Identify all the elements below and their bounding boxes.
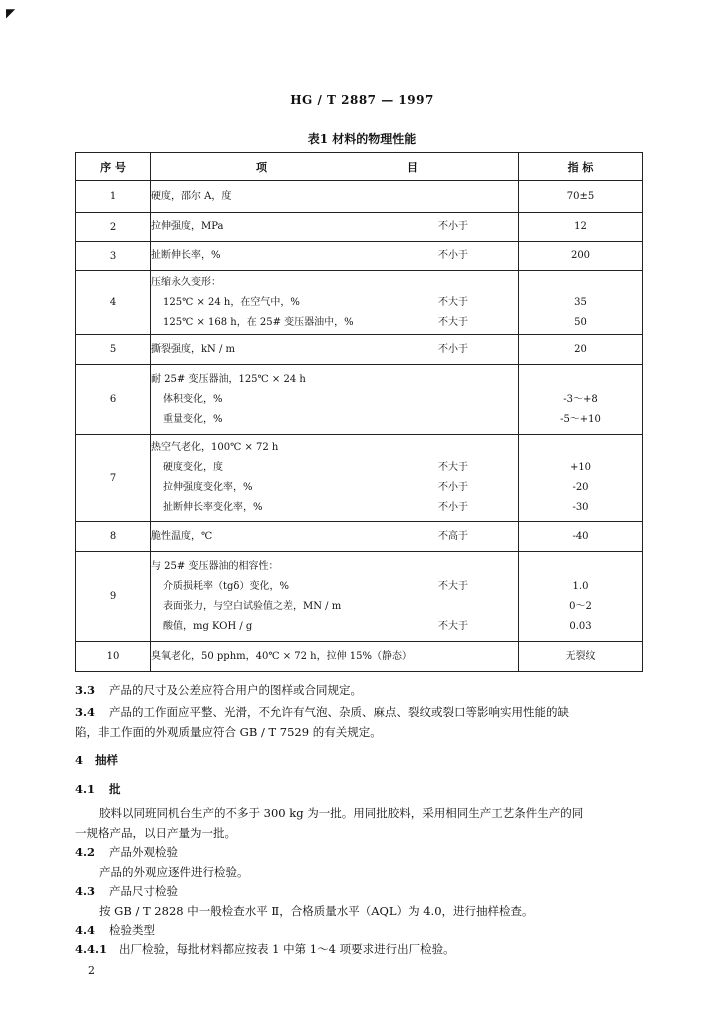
- row-value: [519, 242, 643, 271]
- paragraph-4-2: [75, 862, 667, 882]
- section-4-2-heading: [75, 842, 643, 862]
- item-value: 20: [574, 343, 587, 355]
- table-row: [76, 242, 643, 271]
- paragraph-3-3: [75, 680, 643, 700]
- row-item: [151, 335, 519, 365]
- section-4-3-heading: [75, 881, 643, 901]
- row-no: 10: [76, 642, 151, 672]
- row-no: 7: [76, 435, 151, 522]
- item-text: 酸值，mg KOH / g: [163, 620, 253, 632]
- table-row: [76, 213, 643, 242]
- paragraph-text: 陷，非工作面的外观质量应符合 GB / T 7529 的有关规定。: [75, 725, 382, 739]
- table-row: [76, 335, 643, 365]
- item-qualifier: 不大于: [438, 316, 468, 328]
- item-text: 脆性温度，℃: [151, 530, 213, 542]
- table-row: [76, 552, 643, 642]
- header-item-left: 项: [256, 160, 267, 174]
- row-no: 4: [76, 271, 151, 335]
- item-value: [519, 370, 642, 390]
- item-qualifier: 不小于: [438, 250, 468, 261]
- page-number: 2: [88, 964, 95, 977]
- paragraph-text: 按 GB / T 2828 中一般检查水平 Ⅱ，合格质量水平（AQL）为 4.0，进行抽样检查。: [99, 904, 534, 918]
- row-value: [519, 435, 643, 522]
- paragraph-4-4-1: [75, 939, 643, 959]
- row-item: [151, 552, 519, 642]
- section-number: 4.1: [75, 782, 96, 796]
- table-row: [76, 181, 643, 213]
- row-no: 9: [76, 552, 151, 642]
- table-header-row: [76, 153, 643, 181]
- properties-table: [75, 152, 643, 672]
- item-value: 0～2: [569, 600, 592, 612]
- paragraph-4-1-cont: [75, 823, 643, 843]
- section-number: 3.3: [75, 683, 96, 697]
- row-no: 2: [76, 213, 151, 242]
- paragraph-text: 胶料以同班同机台生产的不多于 300 kg 为一批。用同批胶料，采用相同生产工艺条件生产的同: [99, 806, 584, 820]
- header-no: 序 号: [76, 153, 151, 181]
- header-item-right: 目: [407, 160, 418, 174]
- item-value: -40: [572, 530, 589, 542]
- row-item: [151, 242, 519, 271]
- paragraph-text: 产品的尺寸及公差应符合用户的图样或合同规定。: [109, 683, 362, 697]
- section-4-heading: [75, 750, 643, 770]
- row-value: [519, 335, 643, 365]
- row-value: [519, 365, 643, 435]
- table-row: [76, 642, 643, 672]
- item-qualifier: 不大于: [438, 620, 468, 632]
- item-text: 重量变化，%: [163, 413, 223, 425]
- item-text: 拉伸强度，MPa: [151, 221, 224, 232]
- item-qualifier: 不小于: [438, 343, 468, 355]
- table-row: [76, 271, 643, 335]
- item-value: 50: [574, 316, 587, 328]
- item-qualifier: 不小于: [438, 482, 468, 493]
- item-value: [519, 273, 642, 293]
- standard-code: HG / T 2887 — 1997: [290, 93, 434, 107]
- table-body: [76, 181, 643, 672]
- item-text: 表面张力，与空白试验值之差，MN / m: [163, 600, 342, 612]
- table-caption: 表1 材料的物理性能: [307, 132, 417, 146]
- header-item: [151, 153, 519, 181]
- row-item: [151, 522, 519, 552]
- item-value: 35: [574, 296, 587, 308]
- row-item: [151, 213, 519, 242]
- paragraph-text: 产品的外观应逐件进行检验。: [99, 865, 249, 879]
- row-no: 8: [76, 522, 151, 552]
- row-item: [151, 365, 519, 435]
- item-value: 70±5: [566, 190, 595, 202]
- item-text: 扯断伸长率，%: [151, 250, 221, 261]
- paragraph-3-4: [75, 702, 643, 722]
- section-title: 检验类型: [109, 923, 155, 937]
- item-text: 臭氧老化，50 pphm，40℃ × 72 h，拉伸 15%（静态）: [151, 650, 413, 662]
- item-value: -30: [572, 502, 589, 513]
- row-item: [151, 181, 519, 213]
- row-no: 6: [76, 365, 151, 435]
- item-value: 无裂纹: [565, 650, 596, 662]
- row-value: [519, 522, 643, 552]
- paragraph-3-4-cont: [75, 722, 643, 742]
- item-qualifier: 不大于: [438, 580, 468, 592]
- item-value: -3～+8: [563, 393, 598, 405]
- table-row: [76, 522, 643, 552]
- item-value: 1.0: [572, 580, 589, 592]
- item-text: 扯断伸长率变化率，%: [163, 502, 263, 513]
- item-text: 拉伸强度变化率，%: [163, 482, 253, 493]
- paragraph-4-3: [75, 901, 667, 921]
- row-item: [151, 271, 519, 335]
- section-number: 4.3: [75, 884, 96, 898]
- row-no: 3: [76, 242, 151, 271]
- item-text: 撕裂强度，kN / m: [151, 343, 236, 355]
- item-text: 体积变化，%: [163, 393, 223, 405]
- header-spec: 指 标: [519, 153, 643, 181]
- section-title: 产品尺寸检验: [109, 884, 178, 898]
- paragraph-4-1: [75, 803, 667, 823]
- item-qualifier: 不小于: [438, 221, 468, 232]
- row-value: [519, 181, 643, 213]
- table-row: [76, 365, 643, 435]
- row-item: [151, 642, 519, 672]
- item-text: 压缩永久变形：: [151, 276, 221, 288]
- row-value: [519, 213, 643, 242]
- table-row: [76, 435, 643, 522]
- section-number: 4.4: [75, 923, 96, 937]
- paragraph-text: 产品的工作面应平整、光滑，不允许有气泡、杂质、麻点、裂纹或裂口等影响实用性能的缺: [109, 705, 569, 719]
- section-number: 4.4.1: [75, 942, 108, 956]
- item-text: 介质损耗率（tgδ）变化，%: [163, 580, 289, 592]
- item-value: -20: [572, 482, 589, 493]
- section-title: 产品外观检验: [109, 845, 178, 859]
- item-text: 125℃ × 168 h，在 25# 变压器油中，%: [163, 316, 354, 328]
- item-text: 耐 25# 变压器油，125℃ × 24 h: [151, 373, 306, 385]
- paragraph-text: 出厂检验，每批材料都应按表 1 中第 1～4 项要求进行出厂检验。: [119, 942, 455, 956]
- row-value: [519, 552, 643, 642]
- item-text: 与 25# 变压器油的相容性：: [151, 560, 279, 572]
- item-text: 热空气老化，100℃ × 72 h: [151, 442, 279, 453]
- item-value: 12: [574, 221, 587, 232]
- row-item: [151, 435, 519, 522]
- row-value: [519, 642, 643, 672]
- item-qualifier: 不小于: [438, 502, 468, 513]
- item-value: 0.03: [569, 620, 592, 632]
- paragraph-text: 一规格产品，以日产量为一批。: [75, 826, 236, 840]
- row-value: [519, 271, 643, 335]
- corner-mark: ◤: [6, 6, 16, 20]
- item-qualifier: 不大于: [438, 462, 468, 473]
- section-number: 3.4: [75, 705, 96, 719]
- item-text: 硬度，邵尔 A，度: [151, 190, 232, 202]
- section-4-4-heading: [75, 920, 643, 940]
- section-title: 批: [109, 782, 121, 796]
- item-value: -5～+10: [560, 413, 601, 425]
- item-qualifier: 不大于: [438, 296, 468, 308]
- item-qualifier: 不高于: [438, 530, 468, 542]
- item-text: 125℃ × 24 h，在空气中，%: [163, 296, 300, 308]
- item-value: [519, 438, 642, 458]
- section-4-1-heading: [75, 779, 643, 799]
- section-title: 抽样: [95, 753, 118, 767]
- row-no: 5: [76, 335, 151, 365]
- item-value: [519, 557, 642, 577]
- section-number: 4: [75, 753, 84, 767]
- section-number: 4.2: [75, 845, 96, 859]
- item-text: 硬度变化，度: [163, 462, 223, 473]
- row-no: 1: [76, 181, 151, 213]
- item-value: +10: [569, 462, 592, 473]
- item-value: 200: [570, 250, 591, 261]
